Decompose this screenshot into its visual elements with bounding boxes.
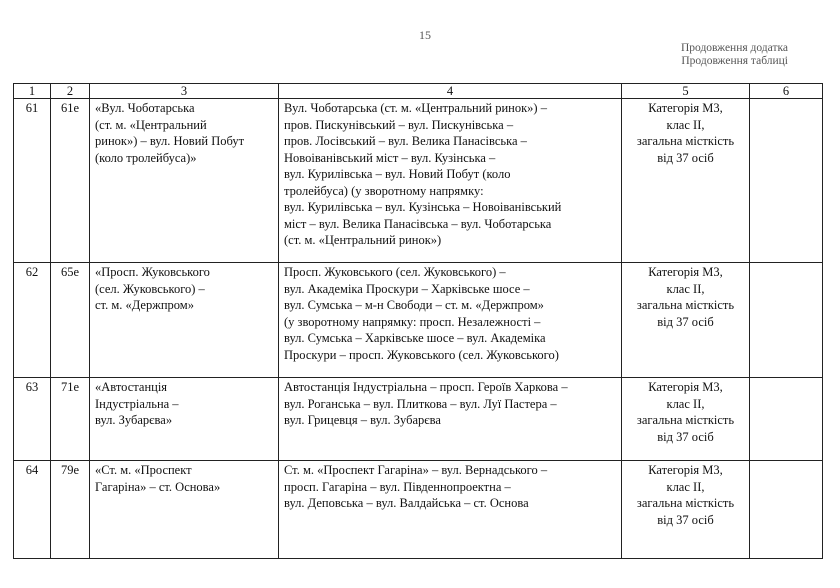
text-line: просп. Гагаріна – вул. Південнопроектна –: [284, 479, 511, 494]
text-line: ринок») – вул. Новий Побут: [95, 134, 245, 148]
route-number: 65е: [51, 263, 90, 378]
header-cell: 3: [90, 84, 279, 99]
text-line: Категорія М3,: [648, 463, 723, 477]
route-path: [279, 461, 622, 559]
text-line: вул. Сумська – Харківське шосе – вул. Академіка: [284, 331, 546, 345]
route-name: [90, 99, 279, 263]
header-cell: 6: [750, 84, 823, 99]
route-name: [90, 461, 279, 559]
text-line: Проскури – просп. Жуковського (сел. Жуковського): [284, 347, 559, 362]
route-name: [90, 378, 279, 461]
vehicle-category: [622, 263, 750, 378]
route-number: 79е: [51, 461, 90, 559]
continuation-line-appendix: Продовження додатка: [680, 42, 788, 54]
text-line: загальна місткість: [636, 298, 735, 312]
text-line: вул. Деповська – вул. Валдайська – ст. Основа: [284, 496, 529, 510]
route-number: 61е: [51, 99, 90, 263]
page-number: 15: [419, 28, 431, 42]
text-line: Категорія М3,: [648, 380, 723, 394]
continuation-line-table: Продовження таблиці: [681, 55, 788, 67]
text-line: загальна місткість: [636, 413, 735, 427]
row-number: 62: [14, 263, 51, 378]
text-line: ст. м. «Держпром»: [95, 298, 194, 312]
row-number: 63: [14, 378, 51, 461]
text-line: (у зворотному напрямку: просп. Незалежності –: [284, 314, 541, 329]
text-line: Вул. Чоботарська (ст. м. «Центральний ринок») –: [284, 101, 547, 115]
header-cell: 4: [279, 84, 622, 99]
text-line: загальна місткість: [636, 134, 735, 148]
route-path: [279, 378, 622, 461]
text-line: Новоіванівський міст – вул. Кузінська –: [284, 150, 496, 165]
text-line: від 37 осіб: [657, 512, 714, 527]
text-line: «Вул. Чоботарська: [95, 101, 195, 115]
vehicle-category: [622, 378, 750, 461]
text-line: (коло тролейбуса)»: [95, 150, 197, 165]
text-line: «Ст. м. «Проспект: [95, 463, 192, 477]
row-number: 61: [14, 99, 51, 263]
text-line: Індустріальна –: [95, 396, 179, 411]
vehicle-category: [622, 461, 750, 559]
route-path: [279, 99, 622, 263]
empty-cell: [750, 263, 823, 378]
text-line: (ст. м. «Центральний: [95, 117, 207, 132]
text-line: Гагаріна» – ст. Основа»: [95, 479, 221, 494]
text-line: від 37 осіб: [657, 314, 714, 329]
header-cell: 1: [14, 84, 51, 99]
table-row: [14, 378, 823, 461]
table-header-row: [14, 84, 823, 99]
header-cell: 2: [51, 84, 90, 99]
table-row: [14, 99, 823, 263]
text-line: клас ІІ,: [666, 479, 705, 494]
text-line: клас ІІ,: [666, 117, 705, 132]
empty-cell: [750, 378, 823, 461]
text-line: від 37 осіб: [657, 429, 714, 444]
text-line: загальна місткість: [636, 496, 735, 510]
text-line: (ст. м. «Центральний ринок»): [284, 233, 442, 247]
route-number: 71е: [51, 378, 90, 461]
text-line: Автостанція Індустріальна – просп. Героїв Харкова –: [284, 380, 568, 394]
text-line: клас ІІ,: [666, 281, 705, 296]
row-number: 64: [14, 461, 51, 559]
empty-cell: [750, 461, 823, 559]
route-name: [90, 263, 279, 378]
text-line: від 37 осіб: [657, 150, 714, 165]
text-line: (сел. Жуковського) –: [95, 281, 205, 296]
text-line: клас ІІ,: [666, 396, 705, 411]
text-line: Категорія М3,: [648, 101, 723, 115]
text-line: Просп. Жуковського (сел. Жуковського) –: [284, 265, 506, 279]
text-line: вул. Курилівська – вул. Кузінська – Новоіванівський: [284, 200, 562, 214]
text-line: «Автостанція: [95, 380, 168, 394]
text-line: вул. Зубарєва»: [95, 413, 173, 427]
continuation-note: [681, 42, 788, 68]
table-row: [14, 263, 823, 378]
header-cell: 5: [622, 84, 750, 99]
text-line: вул. Курилівська – вул. Новий Побут (коло: [284, 167, 511, 181]
text-line: міст – вул. Велика Панасівська – вул. Чоботарська: [284, 216, 552, 231]
text-line: «Просп. Жуковського: [95, 265, 210, 279]
text-line: вул. Грицевця – вул. Зубарєва: [284, 413, 441, 427]
text-line: Категорія М3,: [648, 265, 723, 279]
route-path: [279, 263, 622, 378]
text-line: вул. Сумська – м-н Свободи – ст. м. «Держпром»: [284, 298, 544, 312]
text-line: Ст. м. «Проспект Гагаріна» – вул. Вернадського –: [284, 463, 548, 477]
vehicle-category: [622, 99, 750, 263]
text-line: тролейбуса) (у зворотному напрямку:: [284, 183, 484, 198]
text-line: пров. Пискунівський – вул. Пискунівська –: [284, 117, 514, 132]
empty-cell: [750, 99, 823, 263]
table-row: [14, 461, 823, 559]
text-line: вул. Академіка Проскури – Харківське шосе –: [284, 281, 530, 296]
text-line: пров. Лосівський – вул. Велика Панасівська –: [284, 134, 527, 148]
routes-table: [13, 83, 823, 559]
text-line: вул. Роганська – вул. Плиткова – вул. Луї Пастера –: [284, 396, 557, 411]
